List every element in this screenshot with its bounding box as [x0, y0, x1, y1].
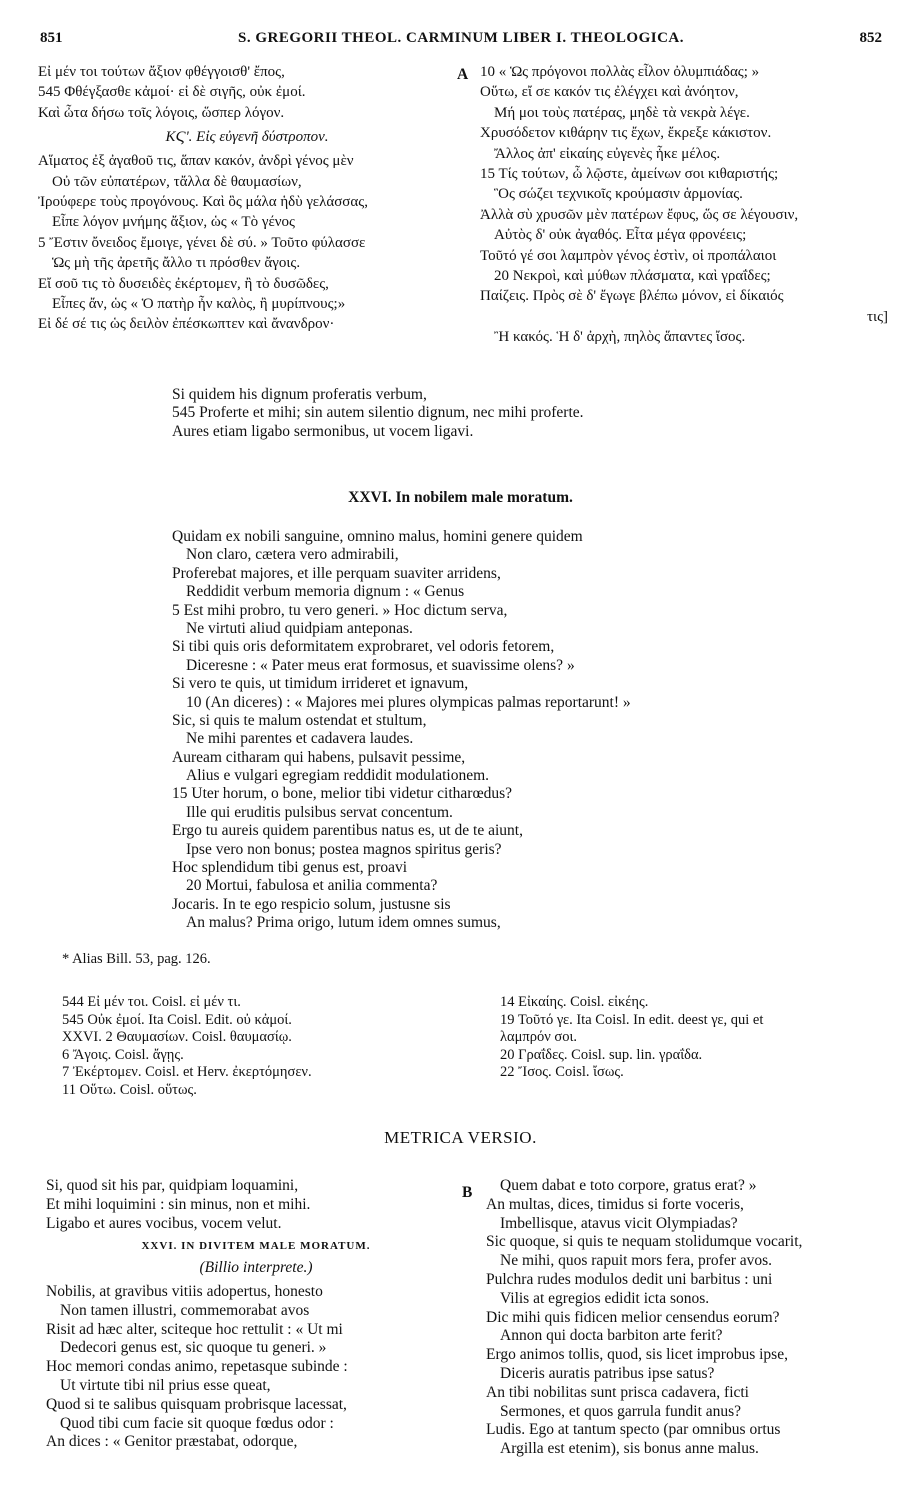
note-line: λαμπρόν σοι.: [500, 1029, 577, 1046]
verse-line: Et mihi loquimini : sin minus, non et mihi.: [46, 1195, 311, 1213]
notes-left-column: [62, 994, 462, 1100]
column-marker-a: A: [457, 66, 469, 83]
verse-line: An dices : « Genitor præstabat, odorque,: [46, 1433, 298, 1451]
verse-line: Ut virtute tibi nil prius esse queat,: [60, 1376, 271, 1394]
verse-line: Diceris auratis patribus ipse satus?: [500, 1364, 715, 1382]
verse-line: Hoc splendidum tibi genus est, proavi: [172, 859, 408, 877]
verse-line: Si vero te quis, ut timidum irrideret et ignavum,: [172, 675, 469, 693]
verse-line: Οὐ τῶν εὐπατέρων, τἄλλα δὲ θαυμασίων,: [52, 173, 302, 190]
verse-line: Ludis. Ego at tantum specto (par omnibus ortus: [486, 1421, 781, 1439]
note-line: 11 Οὕτω. Coisl. οὕτως.: [62, 1081, 197, 1098]
verse-line: Ipse vero non bonus; postea magnos spiritus geris?: [186, 840, 502, 858]
page-number-right: 852: [859, 30, 882, 46]
column-marker-b: B: [462, 1184, 473, 1201]
verse-line: Ergo tu aureis quidem parentibus natus es, ut de te aiunt,: [172, 822, 523, 840]
verse-line: Si tibi quis oris deformitatem exprobraret, vel odoris fetorem,: [172, 638, 555, 656]
verse-line: Εἰ δέ σέ τις ὡς δειλὸν ἐπέσκωπτεν καὶ ἄνανδρον·: [38, 316, 335, 333]
verse-line: Παίζεις. Πρὸς σὲ δ' ἔγωγε βλέπω μόνον, εἰ δίκαιός: [480, 288, 784, 305]
note-line: XXVI. 2 Θαυμασίων. Coisl. θαυμασίῳ.: [62, 1029, 292, 1046]
verse-line: Εἶπε λόγον μνήμης ἄξιον, ὡς « Τὸ γένος: [52, 214, 295, 231]
verse-line: Alius e vulgari egregiam reddidit modulationem.: [186, 767, 490, 785]
verse-line: Εἰ μέν τοι τούτων ἄξιον φθέγγοισθ' ἔπος,: [38, 64, 285, 80]
verse-line: Si, quod sit his par, quidpiam loquamini,: [46, 1177, 299, 1194]
verse-line: Annon qui docta barbiton arte ferit?: [500, 1327, 723, 1345]
latin-poem: [172, 528, 872, 933]
verse-line: 5 Est mihi probro, tu vero generi. » Hoc dictum serva,: [172, 601, 508, 619]
verse-line: τις]: [867, 308, 888, 325]
verse-line: Sermones, et quos garrula fundit anus?: [500, 1402, 742, 1420]
verse-line: Quod tibi cum facie sit quoque fœdus odor :: [60, 1414, 334, 1432]
note-line: 7 Ἐκέρτομεν. Coisl. et Herv. ἐκερτόμησεν.: [62, 1064, 312, 1081]
footnote-text: * Alias Bill. 53, pag. 126.: [62, 951, 211, 967]
verse-line: 15 Uter horum, o bone, melior tibi videtur citharœdus?: [172, 785, 513, 803]
verse-line: Diceresne : « Pater meus erat formosus, et suavissime olens? »: [186, 656, 575, 674]
verse-line: Τοῦτό γέ σοι λαμπρὸν γένος ἐστὶν, οἱ προπάλαιοι: [480, 247, 777, 264]
verse-line: Quod si te salibus quisquam probrisque lacessat,: [46, 1395, 347, 1413]
latin-intro: [172, 386, 872, 441]
verse-line: Μή μοι τοὺς πατέρας, μηδὲ τὰ νεκρὰ λέγε.: [494, 104, 750, 121]
verse-line: Ligabo et aures vocibus, vocem velut.: [46, 1214, 282, 1232]
metrica-title: [46, 1236, 466, 1254]
verse-line: Ne mihi parentes et cadavera laudes.: [186, 730, 414, 748]
running-header: [40, 30, 882, 50]
metrica-title-text: XXVI. IN DIVITEM MALE MORATUM.: [141, 1240, 371, 1252]
latin-poem-title-text: XXVI. In nobilem male moratum.: [348, 489, 573, 506]
verse-line: Imbellisque, atavus vicit Olympiadas?: [500, 1214, 738, 1232]
metrica-left-poem: [46, 1283, 466, 1452]
verse-line: Ἄλλος ἀπ' εἰκαίης εὐγενὲς ἧκε μέλος.: [494, 145, 721, 162]
verse-line: Εἶπες ἄν, ὡς « Ὁ πατὴρ ἦν καλὸς, ἢ μυρίπνους;»: [52, 295, 346, 312]
note-line: 544 Εἰ μέν τοι. Coisl. εἰ μέν τι.: [62, 994, 241, 1010]
verse-line: Ὡς μὴ τῆς ἀρετῆς ἄλλο τι πρόσθεν ἄγοις.: [52, 255, 301, 272]
verse-line: Pulchra rudes modulos dedit uni barbitus : uni: [486, 1270, 773, 1288]
verse-line: Sic, si quis te malum ostendat et stultum,: [172, 711, 427, 729]
verse-line: 20 Mortui, fabulosa et anilia commenta?: [186, 877, 438, 895]
verse-line: An malus? Prima origo, lutum idem omnes sumus,: [186, 914, 501, 932]
note-line: 6 Ἄγοις. Coisl. ἄγῃς.: [62, 1046, 184, 1063]
verse-line: Risit ad hæc alter, sciteque hoc rettulit : « Ut mi: [46, 1320, 343, 1338]
note-line: 22 Ἴσος. Coisl. ἴσως.: [500, 1064, 624, 1081]
verse-line: Χρυσόδετον κιθάρην τις ἔχων, ἔκρεξε κάκιστον.: [480, 125, 772, 142]
verse-line: 15 Τίς τούτων, ὦ λῷστε, ἀμείνων σοι κιθαριστής;: [480, 165, 779, 182]
verse-line: 5 Ἔστιν ὄνειδος ἔμοιγε, γένει δὲ σύ. » Τοῦτο φύλασσε: [38, 234, 366, 251]
verse-line: Ἢ κακός. Ἡ δ' ἀρχὴ, πηλὸς ἅπαντες ἴσος.: [494, 329, 746, 346]
verse-line: Reddidit verbum memoria dignum : « Genus: [186, 583, 465, 601]
verse-line: Ne virtuti aliud quidpiam anteponas.: [186, 619, 413, 637]
greek-text-right-column: [480, 62, 888, 347]
verse-line: An tibi nobilitas sunt prisca cadavera, ficti: [486, 1383, 749, 1401]
notes-right-column: [500, 994, 900, 1082]
verse-line: Si quidem his dignum proferatis verbum,: [172, 386, 427, 403]
metrica-versio-heading-text: METRICA VERSIO.: [384, 1128, 537, 1147]
verse-line: Ille qui eruditis pulsibus servat concentum.: [186, 803, 453, 821]
verse-line: Hoc memori condas animo, repetasque subinde :: [46, 1358, 348, 1376]
verse-line: Καὶ ὦτα δήσω τοῖς λόγοις, ὥσπερ λόγον.: [38, 104, 285, 121]
verse-line: Αἵματος ἐξ ἀγαθοῦ τις, ἅπαν κακόν, ἀνδρὶ γένος μὲν: [38, 153, 354, 170]
verse-line: Dic mihi quis fidicen melior censendus eorum?: [486, 1308, 780, 1326]
metrica-subtitle-text: (Billio interprete.): [199, 1259, 313, 1276]
verse-line: Nobilis, at gravibus vitiis adopertus, honesto: [46, 1283, 323, 1300]
verse-line: Ἰρούφερε τοὺς προγόνους. Καὶ ὃς μάλα ἡδὺ γελάσσας,: [38, 193, 368, 210]
latin-poem-title: [0, 489, 921, 507]
verse-line: Jocaris. In te ego respicio solum, justusne sis: [172, 895, 451, 913]
verse-line: Proferebat majores, et ille perquam suaviter arridens,: [172, 564, 501, 582]
footnote: [62, 951, 562, 968]
greek-text-left-column: [38, 62, 456, 335]
verse-line: Argilla est etenim), sis bonus anne malus.: [500, 1440, 759, 1458]
metrica-left-intro: [46, 1177, 466, 1233]
verse-line: Quem dabat e toto corpore, gratus erat? »: [500, 1177, 757, 1194]
note-line: 14 Εἰκαίης. Coisl. εἰκέης.: [500, 994, 649, 1010]
verse-line: Non tamen illustri, commemorabat avos: [60, 1301, 310, 1319]
verse-line: Aures etiam ligabo sermonibus, ut vocem ligavi.: [172, 422, 474, 440]
verse-line: Αὐτὸς δ' οὐκ ἀγαθός. Εἶτα μέγα φρονέεις;: [494, 227, 747, 244]
verse-line: Auream citharam qui habens, pulsavit pessime,: [172, 748, 466, 766]
page-number-left: 851: [40, 30, 63, 46]
verse-line: Vilis at egregios edidit icta sonos.: [500, 1289, 710, 1307]
verse-line: Οὕτω, εἴ σε κακόν τις ἐλέγχει καὶ ἀνόητον,: [480, 84, 739, 101]
verse-line: 545 Proferte et mihi; sin autem silentio dignum, nec mihi proferte.: [172, 404, 584, 422]
metrica-right-column: [486, 1177, 906, 1459]
verse-line: 545 Φθέγξασθε κἀμοί· εἰ δὲ σιγῆς, οὐκ ἐμοί.: [38, 84, 306, 101]
verse-line: Non claro, cætera vero admirabili,: [186, 546, 399, 564]
verse-line: Sic quoque, si quis te nequam stolidumque vocarit,: [486, 1233, 803, 1251]
verse-line: An multas, dices, timidus si forte voceris,: [486, 1195, 744, 1213]
verse-line: 10 (An diceres) : « Majores mei plures olympicas palmas reportarunt! »: [186, 693, 631, 711]
verse-line: Ὃς σώζει τεχνικοῖς κρούμασιν ἁρμονίας.: [494, 186, 743, 203]
note-line: 19 Τοῦτό γε. Ita Coisl. In edit. deest γε, qui et: [500, 1011, 764, 1028]
verse-line: Ergo animos tollis, quod, sis licet improbus ipse,: [486, 1346, 788, 1364]
running-title: S. GREGORII THEOL. CARMINUM LIBER I. THEOLOGICA.: [237, 30, 685, 46]
verse-line: 10 « Ὡς πρόγονοι πολλὰς εἶλον ὀλυμπιάδας; »: [480, 64, 760, 80]
section-title: ΚϚʹ. Εἰς εὐγενῆ δύστροπον.: [165, 129, 329, 146]
verse-line: Quidam ex nobili sanguine, omnino malus, homini genere quidem: [172, 528, 583, 545]
verse-line: Ne mihi, quos rapuit mors fera, profer avos.: [500, 1252, 773, 1270]
note-line: 20 Γραΐδες. Coisl. sup. lin. γραΐδα.: [500, 1046, 703, 1063]
verse-line: 20 Νεκροὶ, καὶ μύθων πλάσματα, καὶ γραΐδες;: [494, 267, 771, 284]
verse-line: Εἴ σοῦ τις τὸ δυσειδὲς ἐκέρτομεν, ἢ τὸ δυσῶδες,: [38, 275, 329, 292]
metrica-versio-heading: [0, 1128, 921, 1148]
metrica-subtitle: [46, 1259, 466, 1277]
verse-line: Ἀλλὰ σὺ χρυσῶν μὲν πατέρων ἔφυς, ὥς σε λέγουσιν,: [480, 206, 799, 223]
note-line: 545 Οὐκ ἐμοί. Ita Coisl. Edit. οὐ κἀμοί.: [62, 1011, 292, 1028]
verse-line: Dedecori genus est, sic quoque tu generi. »: [60, 1339, 327, 1357]
